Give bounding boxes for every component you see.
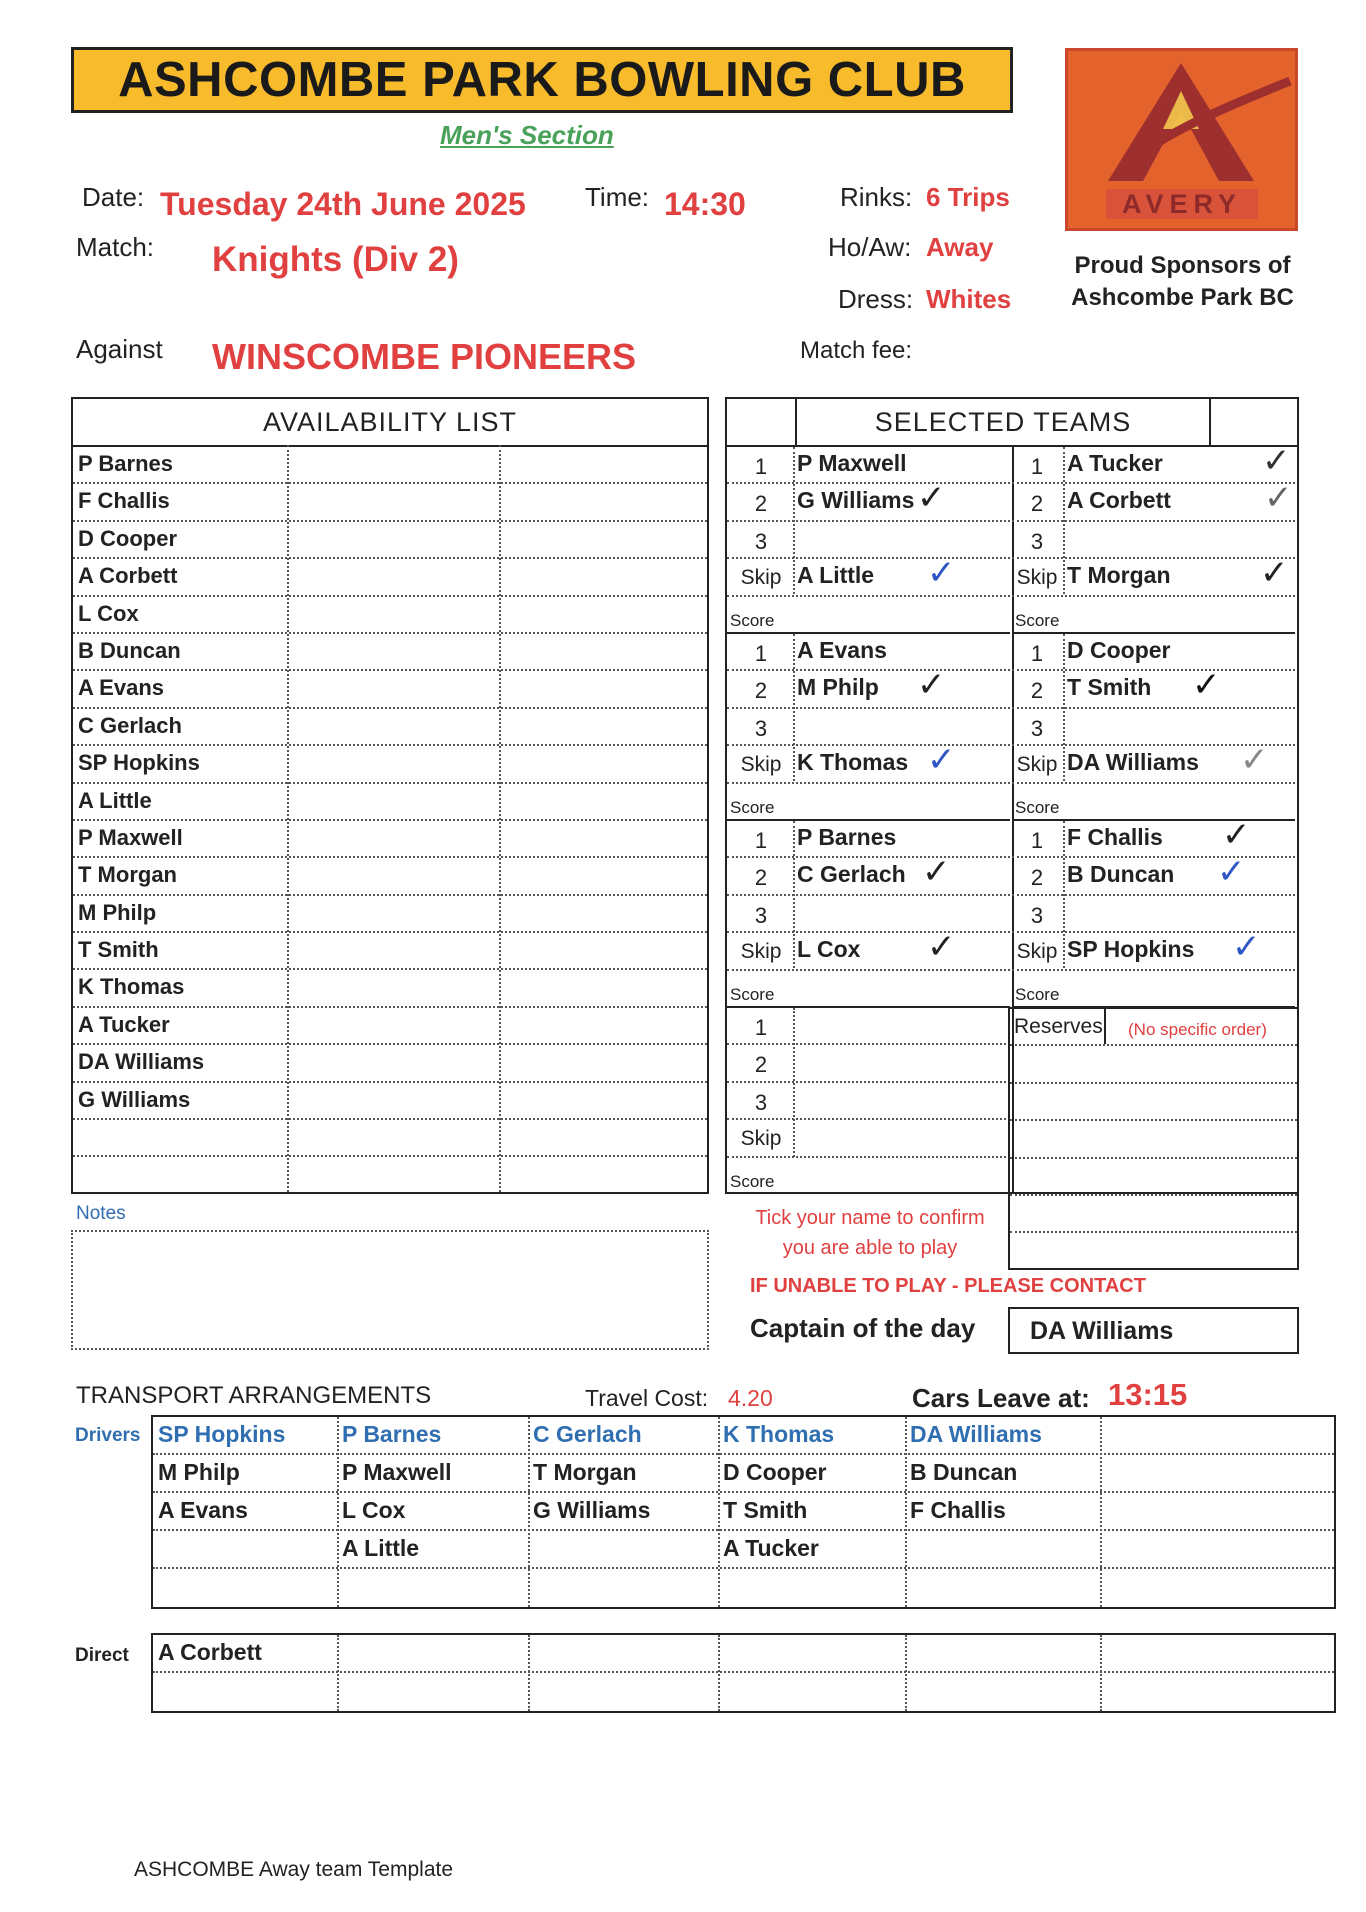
- position-label: 3: [754, 902, 768, 928]
- position-label: 2: [1030, 491, 1044, 517]
- rink-position-score[interactable]: [727, 1158, 1010, 1195]
- section-subtitle: Men's Section: [440, 120, 614, 150]
- availability-row[interactable]: [73, 896, 707, 933]
- position-label: Score: [1015, 984, 1060, 1004]
- availability-name: T Morgan: [78, 862, 177, 888]
- rink-3: [1012, 816, 1295, 1008]
- time-value: 14:30: [664, 186, 746, 222]
- cars-leave-label: Cars Leave at:: [912, 1383, 1090, 1413]
- availability-name: D Cooper: [78, 525, 177, 551]
- passenger-name: G Williams: [533, 1497, 651, 1523]
- rink-position-p2[interactable]: [727, 1045, 1010, 1082]
- tick-mark-icon: ✓: [1217, 853, 1246, 892]
- rink-position-p3[interactable]: [727, 522, 1010, 559]
- tick-mark-icon: ✓: [1260, 554, 1289, 593]
- tick-mark-icon: ✓: [927, 928, 956, 967]
- rink-position-score[interactable]: [727, 597, 1010, 634]
- player-name: A Tucker: [1067, 450, 1163, 476]
- match-value: Knights (Div 2): [212, 240, 459, 279]
- reserves-note: (No specific order): [1128, 1020, 1267, 1039]
- reserves-box: [1008, 1007, 1299, 1270]
- position-label: Skip: [740, 753, 782, 777]
- availability-name: C Gerlach: [78, 712, 182, 738]
- player-name: P Maxwell: [797, 450, 907, 476]
- position-label: Skip: [740, 1127, 782, 1151]
- player-name: M Philp: [797, 674, 879, 701]
- availability-name: K Thomas: [78, 974, 185, 1000]
- position-label: Score: [730, 610, 775, 630]
- rink-position-score[interactable]: [1012, 597, 1295, 634]
- position-label: Score: [730, 1171, 775, 1191]
- driver-name: P Barnes: [342, 1421, 442, 1447]
- passenger-name: A Little: [342, 1535, 420, 1561]
- position-label: 3: [754, 1089, 768, 1115]
- rink-position-p1[interactable]: [727, 447, 1010, 484]
- player-name: SP Hopkins: [1067, 936, 1195, 963]
- player-name: D Cooper: [1067, 637, 1171, 663]
- position-label: 2: [754, 865, 768, 891]
- transport-title: TRANSPORT ARRANGEMENTS: [76, 1382, 432, 1409]
- player-name: L Cox: [797, 936, 861, 963]
- captain-label: Captain of the day: [750, 1313, 976, 1343]
- availability-title: AVAILABILITY LIST: [73, 399, 707, 447]
- availability-row[interactable]: [73, 784, 707, 821]
- driver-name: K Thomas: [723, 1421, 835, 1447]
- cars-leave-value: 13:15: [1108, 1377, 1188, 1412]
- rink-position-skip[interactable]: [727, 928, 1010, 970]
- transport-table: [151, 1415, 1336, 1609]
- availability-name: P Maxwell: [78, 824, 183, 850]
- tick-mark-icon: ✓: [917, 666, 946, 705]
- availability-row[interactable]: [73, 522, 707, 559]
- notes-label: Notes: [76, 1203, 126, 1224]
- sponsor-text: Proud Sponsors of Ashcombe Park BC: [1071, 252, 1294, 311]
- rink-position-p2[interactable]: [1012, 479, 1295, 521]
- time-label: Time:: [585, 182, 650, 212]
- rink-position-p1[interactable]: [1012, 442, 1295, 484]
- tick-mark-icon: ✓: [927, 741, 956, 780]
- availability-row[interactable]: [73, 559, 707, 596]
- availability-name: DA Williams: [78, 1049, 205, 1075]
- availability-name: P Barnes: [78, 451, 173, 476]
- rink-3: [727, 821, 1010, 1008]
- position-label: 1: [754, 828, 768, 853]
- position-label: 3: [1030, 715, 1044, 741]
- availability-row[interactable]: [73, 671, 707, 708]
- transport-row: [153, 1455, 1334, 1493]
- match-label: Match:: [76, 232, 155, 262]
- position-label: 2: [1030, 678, 1044, 704]
- rink-2: [1012, 634, 1295, 821]
- position-label: 3: [1030, 528, 1044, 554]
- availability-row[interactable]: [73, 1045, 707, 1082]
- position-label: Skip: [740, 940, 782, 964]
- dress-value: Whites: [926, 284, 1012, 314]
- direct-table: [151, 1633, 1336, 1713]
- position-label: 3: [1030, 902, 1044, 928]
- transport-row: [153, 1569, 1334, 1607]
- availability-row[interactable]: [73, 634, 707, 671]
- passenger-name: F Challis: [910, 1497, 1006, 1523]
- reserves-label: Reserves: [1014, 1015, 1103, 1038]
- sponsor-logo-text: AVERY: [1121, 189, 1243, 219]
- availability-name: A Evans: [78, 675, 165, 701]
- passenger-name: D Cooper: [723, 1459, 827, 1485]
- rink-position-skip[interactable]: [1012, 928, 1295, 970]
- position-label: 2: [1030, 865, 1044, 891]
- rink-position-p3[interactable]: [727, 896, 1010, 933]
- position-label: Skip: [1016, 753, 1058, 777]
- position-label: 3: [754, 715, 768, 741]
- tick-mark-icon: ✓: [1240, 741, 1269, 780]
- unable-to-play-text: IF UNABLE TO PLAY - PLEASE CONTACT: [750, 1275, 1146, 1297]
- availability-name: L Cox: [78, 600, 139, 626]
- rink-position-p2[interactable]: [727, 666, 1010, 708]
- tick-instruction: [740, 1203, 1000, 1263]
- availability-row[interactable]: [73, 597, 707, 634]
- position-label: 1: [1030, 641, 1044, 666]
- rink-position-skip[interactable]: [1012, 554, 1295, 596]
- rink-4: [727, 1008, 1010, 1195]
- transport-row: [153, 1673, 1334, 1711]
- tick-mark-icon: ✓: [1232, 928, 1261, 967]
- rink-position-p3[interactable]: [727, 709, 1010, 746]
- matchfee-label: Match fee:: [800, 337, 913, 364]
- rink-position-p1[interactable]: [1012, 634, 1295, 671]
- tick-mark-icon: ✓: [1262, 442, 1291, 480]
- dress-label: Dress:: [838, 284, 914, 314]
- availability-row[interactable]: [73, 970, 707, 1007]
- rink-position-p2[interactable]: [1012, 853, 1295, 895]
- tick-mark-icon: ✓: [1222, 816, 1251, 854]
- transport-row: [153, 1493, 1334, 1531]
- rinks-label: Rinks:: [840, 182, 913, 212]
- position-label: 1: [754, 454, 768, 479]
- hoaw-value: Away: [926, 232, 994, 262]
- hoaw-label: Ho/Aw:: [828, 232, 912, 262]
- passenger-name: L Cox: [342, 1497, 406, 1523]
- position-label: 1: [1030, 454, 1044, 479]
- driver-name: C Gerlach: [533, 1421, 642, 1447]
- driver-name: SP Hopkins: [158, 1421, 286, 1447]
- position-label: 1: [1030, 828, 1044, 853]
- notes-box[interactable]: [71, 1230, 709, 1350]
- position-label: Score: [730, 797, 775, 817]
- passenger-name: A Corbett: [158, 1639, 262, 1665]
- direct-label: Direct: [75, 1645, 129, 1666]
- availability-table: [71, 397, 709, 1194]
- driver-name: DA Williams: [910, 1421, 1042, 1447]
- against-label: Against: [76, 334, 163, 364]
- transport-row: [153, 1531, 1334, 1569]
- position-label: Skip: [740, 566, 782, 590]
- tick-mark-icon: ✓: [1192, 666, 1221, 705]
- rink-position-p1[interactable]: [727, 821, 1010, 858]
- availability-row[interactable]: [73, 858, 707, 895]
- availability-row[interactable]: [73, 484, 707, 521]
- travel-cost-value: 4.20: [728, 1385, 773, 1411]
- selected-teams-title: SELECTED TEAMS: [795, 399, 1211, 445]
- club-title: ASHCOMBE PARK BOWLING CLUB: [71, 47, 1013, 113]
- availability-row[interactable]: [73, 1083, 707, 1120]
- rink-1: [727, 447, 1010, 634]
- availability-row[interactable]: [73, 1008, 707, 1045]
- position-label: 2: [754, 491, 768, 517]
- footer-template-name: ASHCOMBE Away team Template: [134, 1858, 454, 1881]
- rink-position-score[interactable]: [727, 971, 1010, 1008]
- rink-1: [1012, 442, 1295, 634]
- passenger-name: A Tucker: [723, 1535, 819, 1561]
- availability-name: A Tucker: [78, 1011, 170, 1037]
- player-name: F Challis: [1067, 824, 1163, 850]
- rink-position-skip[interactable]: [727, 741, 1010, 783]
- rink-position-score[interactable]: [1012, 784, 1295, 821]
- player-name: B Duncan: [1067, 861, 1175, 888]
- rink-position-p3[interactable]: [727, 1083, 1010, 1120]
- player-name: DA Williams: [1067, 749, 1199, 776]
- rink-position-p2[interactable]: [727, 479, 1010, 521]
- availability-name: M Philp: [78, 899, 157, 925]
- tick-mark-icon: ✓: [917, 479, 946, 518]
- transport-row: [153, 1417, 1334, 1455]
- against-value: WINSCOMBE PIONEERS: [212, 336, 637, 377]
- player-name: T Smith: [1067, 674, 1152, 701]
- passenger-name: A Evans: [158, 1497, 248, 1523]
- transport-row: [153, 1635, 1334, 1673]
- date-value: Tuesday 24th June 2025: [160, 186, 526, 222]
- availability-name: A Corbett: [78, 563, 178, 589]
- player-name: C Gerlach: [797, 861, 906, 888]
- rink-position-skip[interactable]: [727, 554, 1010, 596]
- tick-mark-icon: ✓: [922, 853, 951, 892]
- availability-name: SP Hopkins: [78, 750, 200, 776]
- rinks-value: 6 Trips: [926, 182, 1010, 212]
- availability-name: F Challis: [78, 488, 170, 514]
- availability-row[interactable]: [73, 821, 707, 858]
- position-label: Score: [1015, 797, 1060, 817]
- player-name: A Little: [797, 562, 875, 589]
- travel-cost-label: Travel Cost:: [585, 1385, 709, 1411]
- availability-name: A Little: [78, 787, 152, 813]
- passenger-name: M Philp: [158, 1459, 240, 1485]
- position-label: 3: [754, 528, 768, 554]
- tick-instruction-line-2: you are able to play: [782, 1237, 958, 1259]
- rink-position-p1[interactable]: [727, 634, 1010, 671]
- position-label: 2: [754, 678, 768, 704]
- position-label: Skip: [1016, 566, 1058, 590]
- position-label: Score: [730, 984, 775, 1004]
- rink-position-p3[interactable]: [1012, 522, 1295, 559]
- player-name: A Evans: [797, 637, 887, 663]
- player-name: K Thomas: [797, 749, 909, 776]
- position-label: 1: [754, 641, 768, 666]
- availability-row[interactable]: [73, 1120, 707, 1157]
- passenger-name: T Morgan: [533, 1459, 637, 1485]
- passenger-name: T Smith: [723, 1497, 808, 1523]
- position-label: 1: [754, 1015, 768, 1040]
- captain-value: DA Williams: [1008, 1307, 1299, 1354]
- tick-mark-icon: ✓: [1264, 479, 1293, 518]
- rink-position-p1[interactable]: [1012, 816, 1295, 858]
- player-name: P Barnes: [797, 824, 897, 850]
- availability-row[interactable]: [73, 709, 707, 746]
- rink-position-skip[interactable]: [727, 1120, 1010, 1157]
- availability-row[interactable]: [73, 746, 707, 783]
- position-label: Score: [1015, 610, 1060, 630]
- availability-row[interactable]: [73, 447, 707, 484]
- rink-position-score[interactable]: [1012, 971, 1295, 1008]
- player-name: A Corbett: [1067, 487, 1171, 514]
- rink-position-skip[interactable]: [1012, 741, 1295, 783]
- rink-position-p2[interactable]: [1012, 666, 1295, 708]
- position-label: Skip: [1016, 940, 1058, 964]
- position-label: 2: [754, 1052, 768, 1078]
- rink-position-p1[interactable]: [727, 1008, 1010, 1045]
- drivers-label: Drivers: [75, 1425, 141, 1446]
- availability-name: B Duncan: [78, 637, 181, 663]
- rink-position-score[interactable]: [727, 784, 1010, 821]
- rink-2: [727, 634, 1010, 821]
- player-name: T Morgan: [1067, 562, 1171, 589]
- availability-row[interactable]: [73, 933, 707, 970]
- passenger-name: P Maxwell: [342, 1459, 452, 1485]
- reserves-header: [1010, 1009, 1297, 1046]
- passenger-name: B Duncan: [910, 1459, 1018, 1485]
- sponsor-logo: [1065, 48, 1298, 231]
- date-label: Date:: [82, 182, 145, 212]
- tick-instruction-line-1: Tick your name to confirm: [755, 1207, 985, 1229]
- availability-name: T Smith: [78, 937, 159, 963]
- player-name: G Williams: [797, 487, 915, 514]
- tick-mark-icon: ✓: [927, 554, 956, 593]
- availability-name: G Williams: [78, 1086, 191, 1112]
- availability-row[interactable]: [73, 1157, 707, 1194]
- rink-position-p2[interactable]: [727, 853, 1010, 895]
